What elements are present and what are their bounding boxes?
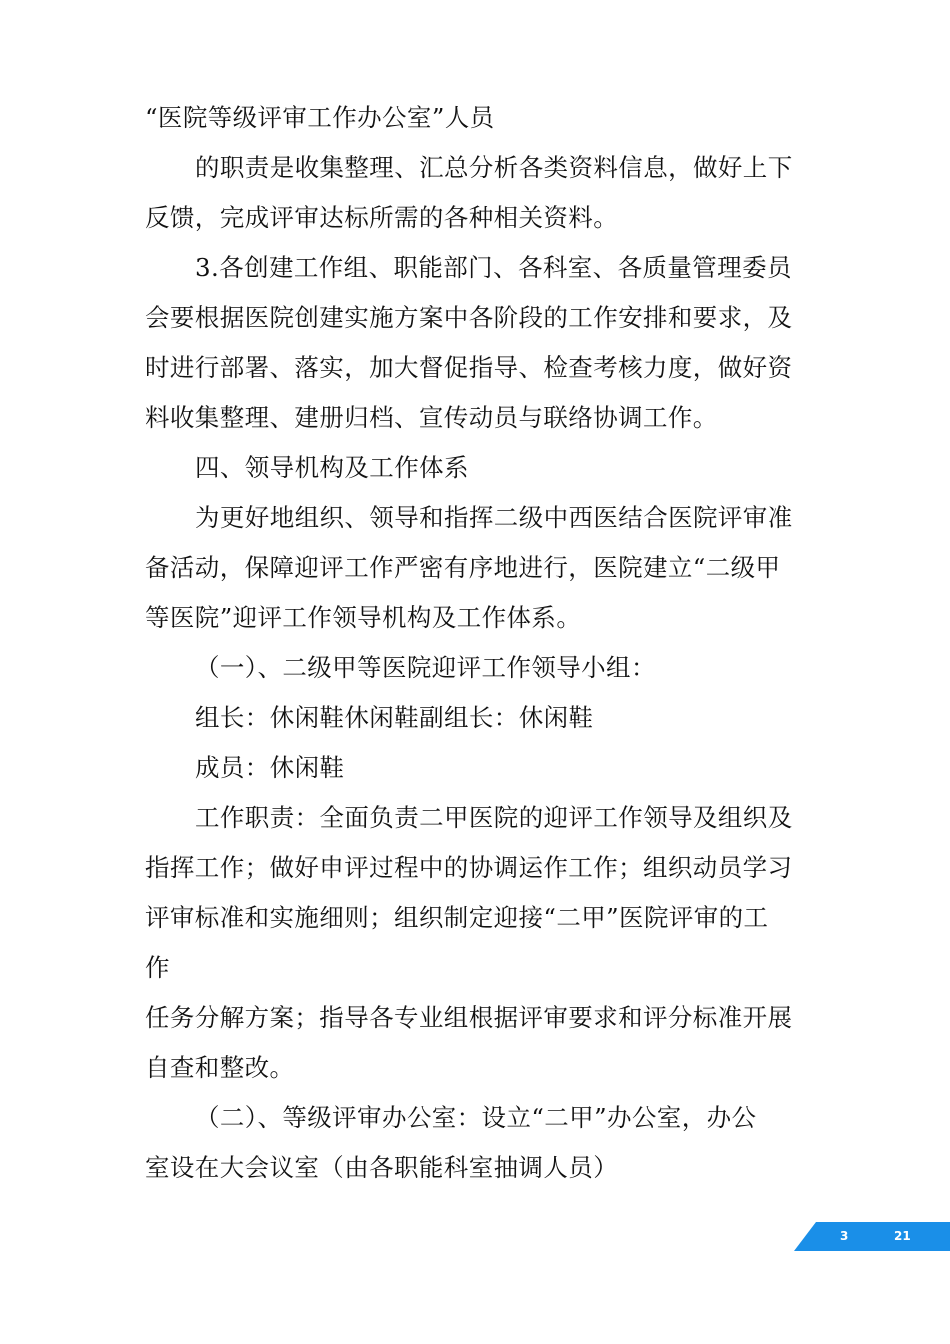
- text-line-6: 时进行部署、落实，加大督促指导、检查考核力度，做好资: [145, 353, 793, 382]
- page-number-badge: [794, 1222, 950, 1251]
- text-line-7: 料收集整理、建册归档、宣传动员与联络协调工作。: [145, 403, 718, 432]
- text-line-11: 等医院”迎评工作领导机构及工作体系。: [145, 603, 582, 632]
- subsection-heading-2: （二）、等级评审办公室：设立“二甲”办公室，办公: [195, 1103, 757, 1132]
- text-line-16: 指挥工作；做好申评过程中的协调运作工作；组织动员学习: [145, 853, 793, 882]
- text-line-1: “医院等级评审工作办公室”人员: [145, 103, 495, 132]
- leader-line: 组长：休闲鞋休闲鞋副组长：休闲鞋: [195, 703, 594, 732]
- text-line-22: 室设在大会议室（由各职能科室抽调人员）: [145, 1153, 619, 1182]
- text-line-2: 的职责是收集整理、汇总分析各类资料信息，做好上下: [195, 153, 793, 182]
- text-line-20: 自查和整改。: [145, 1053, 295, 1082]
- text-line-9: 为更好地组织、领导和指挥二级中西医结合医院评审准: [195, 503, 793, 532]
- text-line-17: 评审标准和实施细则；组织制定迎接“二甲”医院评审的工: [145, 903, 769, 932]
- page-badge-shape: [794, 1222, 950, 1251]
- text-line-10: 备活动，保障迎评工作严密有序地进行，医院建立“二级甲: [145, 553, 781, 582]
- text-line-15: 工作职责：全面负责二甲医院的迎评工作领导及组织及: [195, 803, 793, 832]
- total-pages-number: 21: [894, 1229, 911, 1243]
- subsection-heading-1: （一）、二级甲等医院迎评工作领导小组：: [195, 653, 656, 682]
- text-line-18: 作: [145, 953, 170, 982]
- member-line: 成员：休闲鞋: [195, 753, 345, 782]
- text-line-4: 3.各创建工作组、职能部门、各科室、各质量管理委员: [195, 253, 792, 282]
- text-line-5: 会要根据医院创建实施方案中各阶段的工作安排和要求，及: [145, 303, 793, 332]
- text-line-19: 任务分解方案；指导各专业组根据评审要求和评分标准开展: [145, 1003, 793, 1032]
- section-heading: 四、领导机构及工作体系: [195, 453, 469, 482]
- text-line-3: 反馈，完成评审达标所需的各种相关资料。: [145, 203, 619, 232]
- current-page-number: 3: [840, 1229, 849, 1243]
